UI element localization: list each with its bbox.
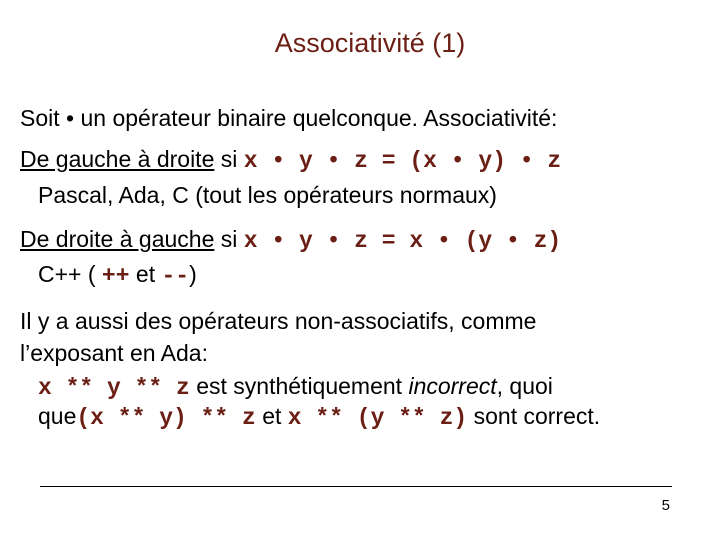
right-assoc-line — [20, 225, 561, 255]
left-assoc-expr: x • y • z = (x • y) • z — [243, 148, 562, 174]
nonassoc-line1: Il y a aussi des opérateurs non-associatifs, comme — [20, 308, 537, 334]
left-assoc-line — [20, 145, 561, 175]
example-text-1: est synthétiquement — [189, 373, 409, 399]
example-et: et — [255, 403, 288, 429]
example-expr-1: x ** y ** z — [38, 375, 190, 401]
example-expr-2: (x ** y) ** z — [76, 405, 256, 431]
example-sont: sont correct. — [467, 403, 601, 429]
right-assoc-si: si — [214, 226, 244, 252]
right-assoc-note-suffix: ) — [189, 261, 197, 287]
page-number: 5 — [661, 497, 670, 514]
footer-divider — [40, 486, 672, 487]
left-assoc-note: Pascal, Ada, C (tout les opérateurs normaux) — [38, 182, 497, 208]
nonassoc-example-line2 — [38, 402, 600, 432]
nonassoc-example-line1 — [38, 372, 553, 402]
left-assoc-si: si — [214, 146, 244, 172]
intro-text: Soit • un opérateur binaire quelconque. Associativité: — [20, 105, 558, 131]
example-incorrect: incorrect — [408, 373, 497, 399]
right-assoc-note — [38, 260, 197, 290]
example-que: que — [38, 403, 77, 429]
example-text-2: , quoi — [496, 373, 553, 399]
right-assoc-label: De droite à gauche — [20, 226, 215, 252]
slide-title: Associativité (1) — [274, 28, 466, 58]
right-assoc-note-middle: et — [129, 261, 162, 287]
increment-operator: ++ — [101, 263, 130, 289]
left-assoc-label: De gauche à droite — [20, 146, 215, 172]
decrement-operator: -- — [161, 263, 190, 289]
nonassoc-line2: l’exposant en Ada: — [20, 340, 208, 366]
example-expr-3: x ** (y ** z) — [287, 405, 468, 431]
right-assoc-note-prefix: C++ ( — [38, 261, 102, 287]
right-assoc-expr: x • y • z = x • (y • z) — [243, 228, 562, 254]
